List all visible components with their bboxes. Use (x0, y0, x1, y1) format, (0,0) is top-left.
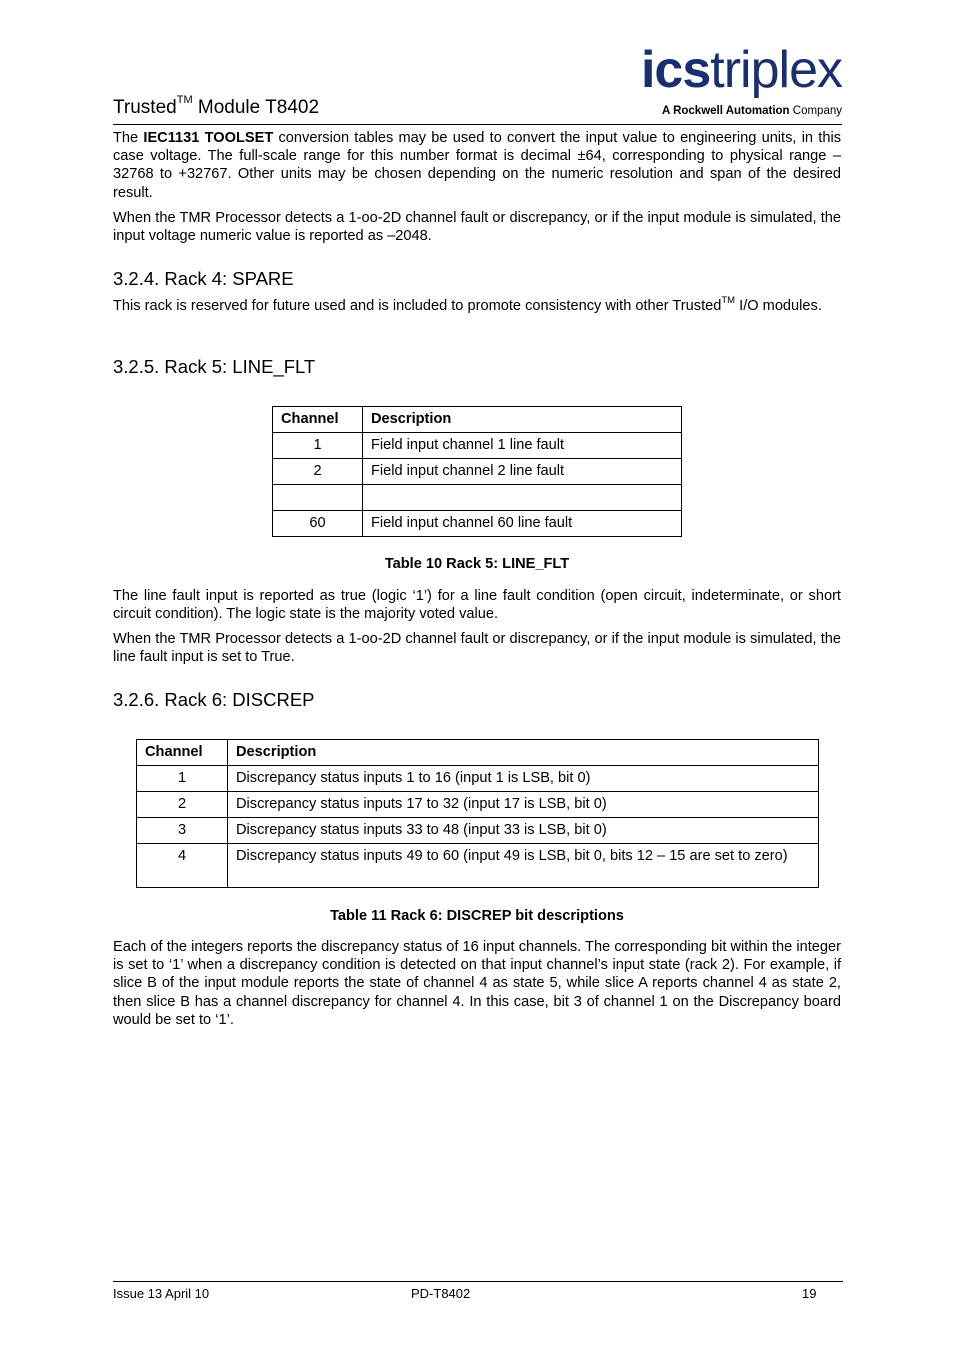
intro-paragraph-1: The IEC1131 TOOLSET conversion tables may be used to convert the input value to engineering units, in this case voltage. The full-scale range for this number format is decimal ±64, corresponding to physical range –32768 to +32767. Other units may be chosen depending on the numeric resolution and span of the desired result. (113, 130, 841, 201)
cell-channel: 3 (137, 818, 228, 844)
table-header-row (137, 740, 819, 766)
section-heading-3-2-6: 3.2.6. Rack 6: DISCREP (113, 689, 315, 710)
column-header-channel: Channel (137, 740, 228, 766)
discrep-paragraph: Each of the integers reports the discrepancy status of 16 input channels. The corresponding bit within the integer is set to ‘1’ when a discrepancy condition is detected on that input channel’s input state (rack 2). For example, if slice B of the input module reports the state of channel 4 as state 5, while slice A reports channel 4 as state 2, then slice B has a channel discrepancy for channel 4. In this case, bit 3 of channel 1 on the Discrepancy board would be set to ‘1’. (113, 939, 841, 1028)
table-row (137, 818, 819, 844)
footer-page-number: 19 (802, 1286, 817, 1301)
cell-channel: 60 (273, 511, 363, 537)
column-header-description: Description (228, 740, 819, 766)
cell-description: Field input channel 60 line fault (363, 511, 682, 537)
header-rule (113, 124, 842, 125)
cell-description: Discrepancy status inputs 17 to 32 (input 17 is LSB, bit 0) (228, 792, 819, 818)
discrep-table (136, 739, 819, 888)
column-header-channel: Channel (273, 407, 363, 433)
ics-triplex-logo: icstriplex A Rockwell Automation Company (640, 41, 842, 117)
intro-paragraph-2: When the TMR Processor detects a 1-oo-2D channel fault or discrepancy, or if the input module is simulated, the input voltage numeric value is reported as –2048. (113, 210, 841, 245)
line-flt-table (272, 406, 682, 537)
table-row (137, 766, 819, 792)
cell-channel: 2 (273, 459, 363, 485)
table-row (273, 433, 682, 459)
table-row (137, 844, 819, 888)
cell-channel (273, 485, 363, 511)
cell-description: Discrepancy status inputs 1 to 16 (input 1 is LSB, bit 0) (228, 766, 819, 792)
cell-description: Discrepancy status inputs 33 to 48 (input 33 is LSB, bit 0) (228, 818, 819, 844)
table-header-row (273, 407, 682, 433)
cell-description: Field input channel 2 line fault (363, 459, 682, 485)
table-row (273, 459, 682, 485)
table-row (137, 792, 819, 818)
section-heading-3-2-4: 3.2.4. Rack 4: SPARE (113, 268, 294, 289)
cell-description: Discrepancy status inputs 49 to 60 (input 49 is LSB, bit 0, bits 12 – 15 are set to zero) (228, 844, 819, 888)
cell-channel: 2 (137, 792, 228, 818)
footer-issue: Issue 13 April 10 (113, 1286, 210, 1301)
cell-description (363, 485, 682, 511)
rack4-paragraph: This rack is reserved for future used and is included to promote consistency with other Trusted™ I/O modules. (113, 295, 822, 314)
footer-rule (113, 1281, 843, 1282)
table-row (273, 511, 682, 537)
line-flt-paragraph-1: The line fault input is reported as true (logic ‘1’) for a line fault condition (open circuit, indeterminate, or short circuit condition). The logic state is the majority voted value. (113, 588, 841, 623)
footer-doc-number: PD-T8402 (411, 1286, 471, 1301)
column-header-description: Description (363, 407, 682, 433)
cell-channel: 4 (137, 844, 228, 888)
table-11-caption: Table 11 Rack 6: DISCREP bit descriptions (330, 908, 624, 924)
cell-channel: 1 (273, 433, 363, 459)
line-flt-paragraph-2: When the TMR Processor detects a 1-oo-2D channel fault or discrepancy, or if the input module is simulated, the line fault input is set to True. (113, 631, 841, 666)
table-10-caption: Table 10 Rack 5: LINE_FLT (384, 556, 570, 572)
table-row-ellipsis (273, 485, 682, 511)
cell-description: Field input channel 1 line fault (363, 433, 682, 459)
cell-channel: 1 (137, 766, 228, 792)
page-header-title: Trusted™ Module T8402 (113, 93, 320, 118)
section-heading-3-2-5: 3.2.5. Rack 5: LINE_FLT (113, 356, 316, 377)
